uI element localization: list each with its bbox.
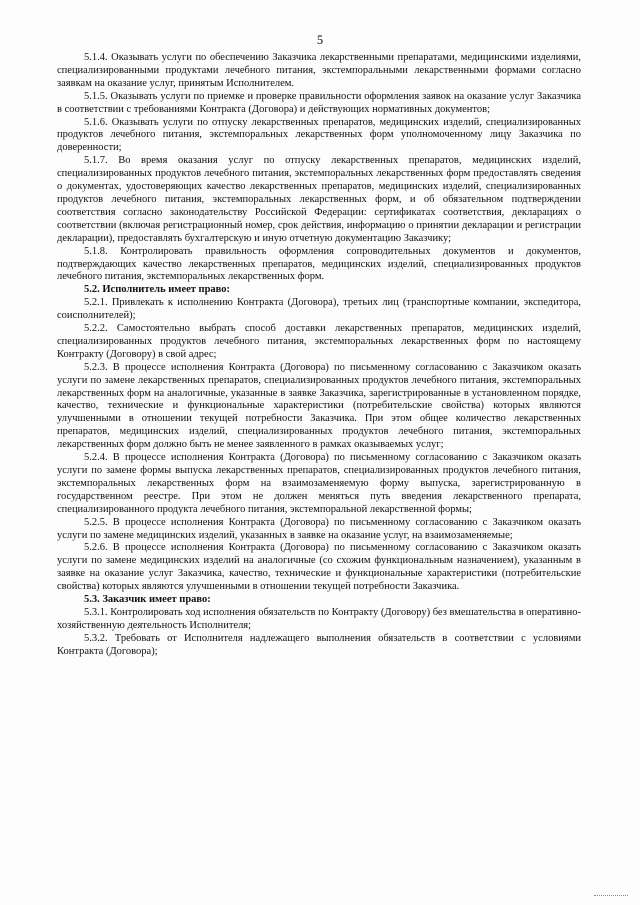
document-body	[57, 52, 581, 659]
section-heading: 5.2. Исполнитель имеет право:	[84, 284, 231, 296]
clause-paragraph: 5.3.1. Контролировать ход исполнения обязательств по Контракту (Договору) без вмешательства в оперативно-хозяйственную деятельность Исполнителя;	[57, 606, 581, 631]
clause-paragraph: 5.2.3. В процессе исполнения Контракта (Договора) по письменному согласованию с Заказчиком оказать услуги по замене лекарственных препаратов, специализированных продуктов лечебного питания, экстемпоральных лекарственных форм на аналогичные, указанные в заявке Заказчика, зарегистрированные в установленном порядке, качество, технические и функциональные характеристики (потребительские свойства) которых являются улучшенными в отношении текущей потребности Заказчика. При этом общее количество лекарственных препаратов, медицинских изделий, специализированных продуктов лечебного питания, экстемпоральных лекарственных форм должно быть не менее заявленного в рамках оказываемых услуг;	[57, 361, 581, 451]
clause-paragraph: 5.2.5. В процессе исполнения Контракта (Договора) по письменному согласованию с Заказчиком оказать услуги по замене медицинских изделий, указанных в заявке на оказание услуг, на взаимозаменяемые;	[57, 516, 581, 541]
clause-paragraph: 5.1.6. Оказывать услуги по отпуску лекарственных препаратов, медицинских изделий, специализированных продуктов лечебного питания, экстемпоральных лекарственных форм уполномоченному лицу Заказчика по доверенности;	[57, 116, 581, 154]
clause-paragraph: 5.1.7. Во время оказания услуг по отпуску лекарственных препаратов, медицинских изделий, специализированных продуктов лечебного питания, экстемпоральных лекарственных форм предоставлять сведения о документах, удостоверяющих качество лекарственных препаратов, медицинских изделий, специализированных продуктов лечебного питания, экстемпоральных лекарственных форм, и об обязательном подтверждении соответствия согласно законодательству Российской Федерации: сертификатах соответствия, декларациях о соответствии (включая регистрационный номер, срок действия, информацию о принятии декларации и регистрации декларации), предоставлять бухгалтерскую и иную отчетную документацию Заказчику;	[57, 155, 581, 244]
clause-paragraph: 5.1.4. Оказывать услуги по обеспечению Заказчика лекарственными препаратами, медицинскими изделиями, специализированными продуктами лечебного питания, экстемпоральными лекарственными формами согласно заявкам на оказание услуг, принятым Исполнителем.	[57, 52, 581, 89]
scan-artifact	[594, 893, 628, 896]
clause-paragraph: 5.2.4. В процессе исполнения Контракта (Договора) по письменному согласованию с Заказчиком оказать услуги по замене формы выпуска лекарственных препаратов, специализированных продуктов лечебного питания, экстемпоральных лекарственных форм на взаимозаменяемую форму выпуска, зарегистрированную в государственном реестре. При этом не должен меняться путь введения лекарственного препарата, специализированного продукта лечебного питания, экстемпоральной лекарственной формы;	[57, 452, 581, 515]
clause-paragraph: 5.1.8. Контролировать правильность оформления сопроводительных документов и документов, подтверждающих качество лекарственных препаратов, медицинских изделий, специализированных продуктов лечебного питания, экстемпоральных лекарственных форм.	[57, 245, 581, 283]
clause-paragraph: 5.3.2. Требовать от Исполнителя надлежащего выполнения обязательств в соответствии с условиями Контракта (Договора);	[57, 632, 581, 657]
clause-paragraph: 5.2.2. Самостоятельно выбрать способ доставки лекарственных препаратов, медицинских изделий, специализированных продуктов лечебного питания, экстемпоральных лекарственных форм по настоящему Контракту (Договору) в свой адрес;	[57, 323, 581, 360]
clause-paragraph: 5.1.5. Оказывать услуги по приемке и проверке правильности оформления заявок на оказание услуг Заказчика в соответствии с требованиями Контракта (Договора) и действующих нормативных документов;	[57, 90, 581, 115]
clause-paragraph: 5.2.6. В процессе исполнения Контракта (Договора) по письменному согласованию с Заказчиком оказать услуги по замене медицинских изделий на аналогичные (со схожим функциональным назначением), указанным в заявке на оказание услуг Заказчика, качество, технические и функциональные характеристики (потребительские свойства) которых являются улучшенными в отношении текущей потребности Заказчика.	[57, 542, 581, 593]
section-heading: 5.3. Заказчик имеет право:	[84, 594, 211, 606]
page-number: 5	[316, 33, 324, 47]
clause-paragraph: 5.2.1. Привлекать к исполнению Контракта (Договора), третьих лиц (транспортные компании, экспедитора, соисполнителей);	[57, 297, 581, 322]
